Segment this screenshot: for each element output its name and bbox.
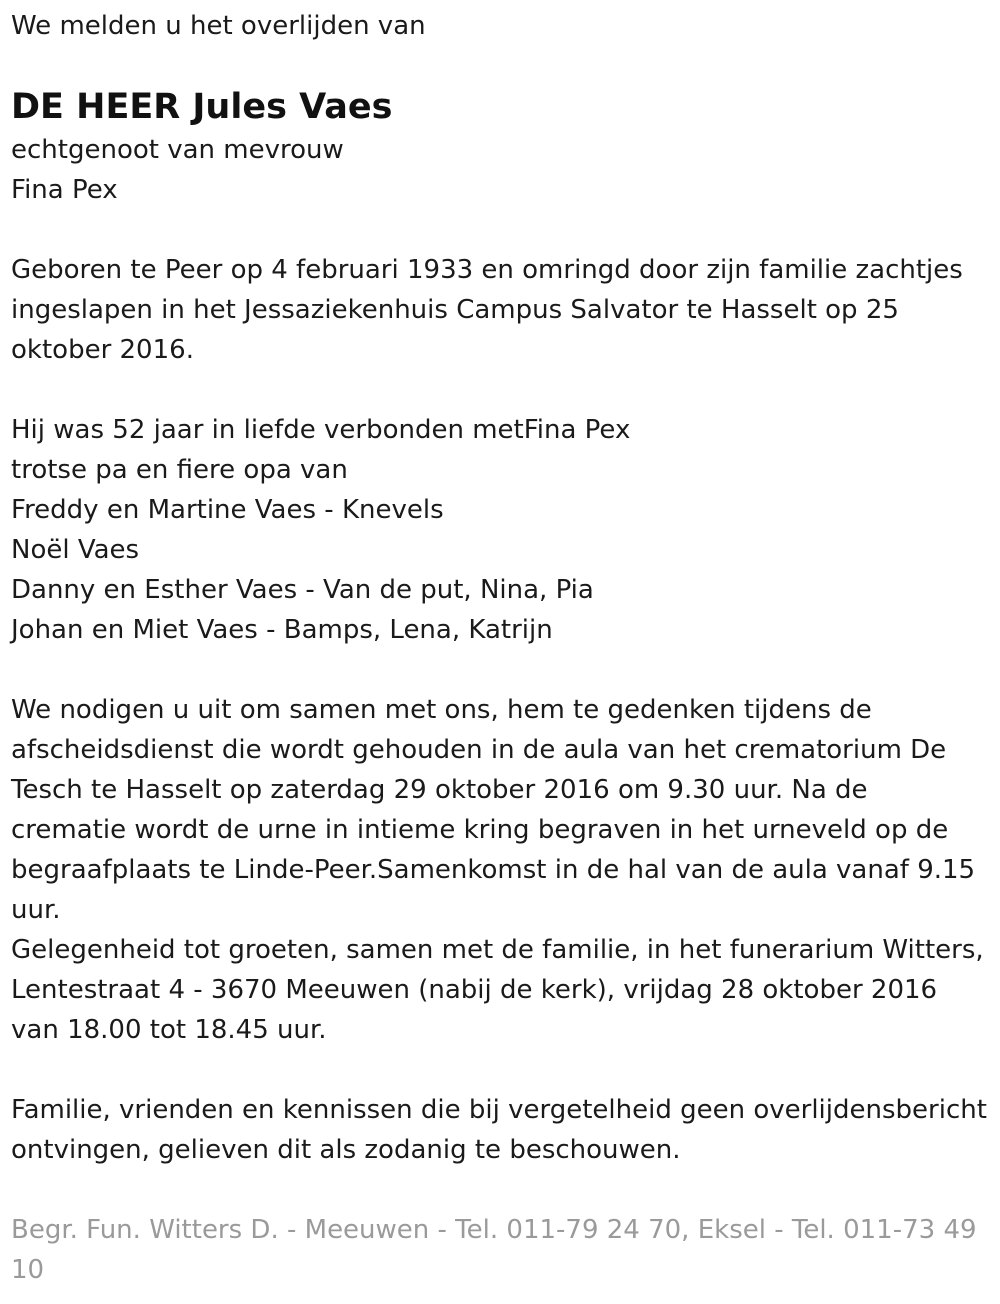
closing-paragraph: Familie, vrienden en kennissen die bij vergetelheid geen overlijdensbericht ontvingen, gelieven dit als zodanig te beschouwen. (11, 1095, 987, 1165)
family-line: Johan en Miet Vaes - Bamps, Lena, Katrijn (11, 615, 553, 645)
spouse-line-2: Fina Pex (11, 175, 118, 205)
funeral-director-info: Begr. Fun. Witters D. - Meeuwen - Tel. 011-79 24 70, Eksel - Tel. 011-73 49 10 (11, 1215, 977, 1285)
ceremony-paragraph: We nodigen u uit om samen met ons, hem te gedenken tijdens de afscheidsdienst die wordt gehouden in de aula van het crematorium De Tesch te Hasselt op zaterdag 29 oktober 2016 om 9.30 uur. Na de crematie wordt de urne in intieme kring begraven in het urneveld op de begraafplaats te Linde-Peer.Samenkomst in de hal van de aula vanaf 9.15 uur. (11, 695, 976, 925)
family-list (11, 410, 988, 650)
family-line: Danny en Esther Vaes - Van de put, Nina, Pia (11, 575, 594, 605)
family-line: Hij was 52 jaar in liefde verbonden metFina Pex (11, 415, 631, 445)
family-line: Freddy en Martine Vaes - Knevels (11, 495, 444, 525)
visitation-paragraph: Gelegenheid tot groeten, samen met de familie, in het funerarium Witters, Lentestraat 4 - 3670 Meeuwen (nabij de kerk), vrijdag 28 oktober 2016 van 18.00 tot 18.45 uur. (11, 935, 984, 1045)
spouse-line-1: echtgenoot van mevrouw (11, 135, 344, 165)
family-line: trotse pa en fiere opa van (11, 455, 348, 485)
family-line: Noël Vaes (11, 535, 140, 565)
birth-death-paragraph: Geboren te Peer op 4 februari 1933 en omringd door zijn familie zachtjes ingeslapen in het Jessaziekenhuis Campus Salvator te Hasselt op 25 oktober 2016. (11, 255, 963, 365)
intro-text: We melden u het overlijden van (11, 11, 426, 41)
deceased-name: DE HEER Jules Vaes (11, 87, 393, 127)
